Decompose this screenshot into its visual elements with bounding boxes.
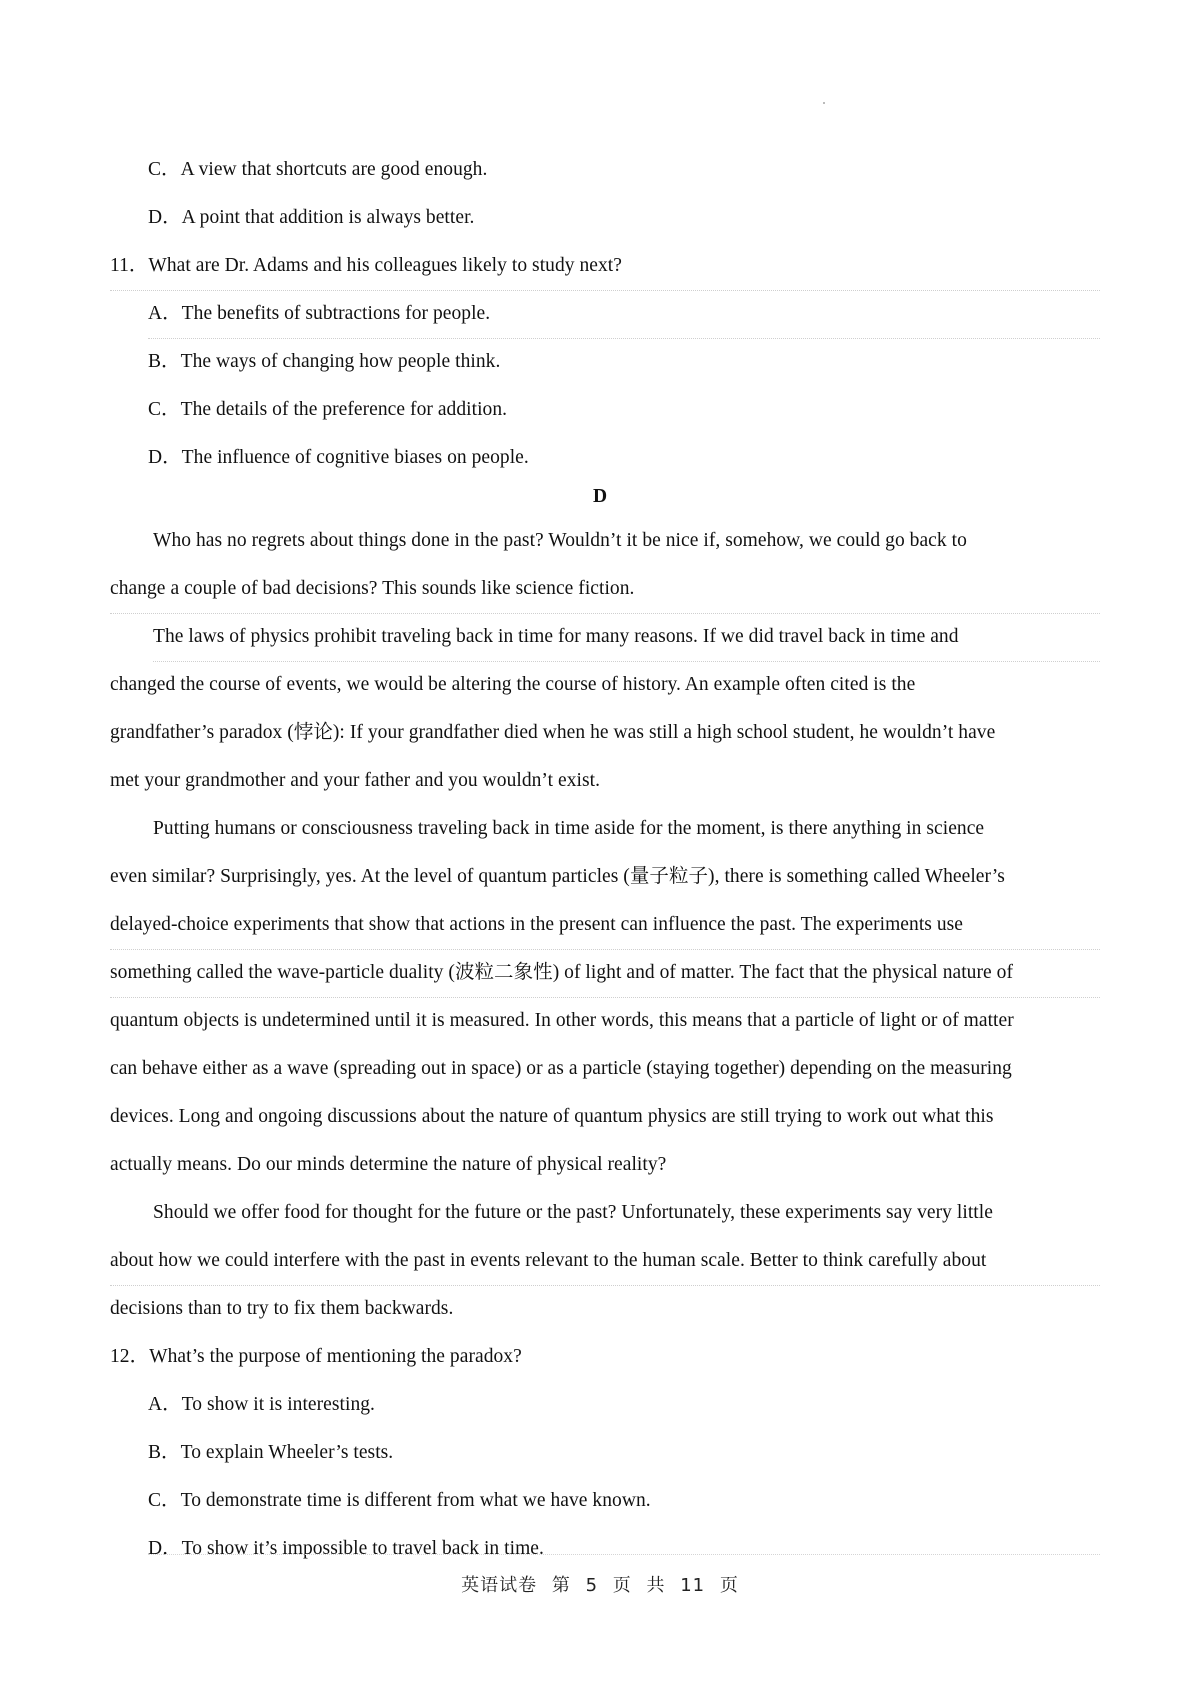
q12-option-c: C．To demonstrate time is different from what we have known. <box>148 1490 651 1511</box>
passage-line: devices. Long and ongoing discussions about the nature of quantum physics are still trying to work out what this <box>110 1106 994 1127</box>
q11-option-a: A．The benefits of subtractions for people. <box>148 290 1100 339</box>
q10-option-c: C．A view that shortcuts are good enough. <box>148 159 488 180</box>
q12-option-a: A．To show it is interesting. <box>148 1394 375 1415</box>
passage-line: Who has no regrets about things done in the past? Wouldn’t it be nice if, somehow, we could go back to <box>153 530 967 551</box>
q11-option-c: C．The details of the preference for addition. <box>148 399 508 420</box>
passage-line: about how we could interfere with the past in events relevant to the human scale. Better to think carefully about <box>110 1237 1100 1286</box>
section-heading: D <box>592 486 608 507</box>
q10-option-d: D．A point that addition is always better. <box>148 207 475 228</box>
passage-line: delayed-choice experiments that show that actions in the present can influence the past. The experiments use <box>110 901 1100 950</box>
passage-line: quantum objects is undetermined until it is measured. In other words, this means that a particle of light or of matter <box>110 1010 1014 1031</box>
q11-option-d: D．The influence of cognitive biases on people. <box>148 447 529 468</box>
passage-line: Putting humans or consciousness traveling back in time aside for the moment, is there anything in science <box>153 818 985 839</box>
passage-line: something called the wave-particle duality (波粒二象性) of light and of matter. The fact that the physical nature of <box>110 949 1100 998</box>
q12-option-b: B．To explain Wheeler’s tests. <box>148 1442 394 1463</box>
passage-line: actually means. Do our minds determine the nature of physical reality? <box>110 1154 667 1175</box>
scan-speck <box>823 102 825 104</box>
q12-stem: 12．What’s the purpose of mentioning the paradox? <box>110 1346 522 1367</box>
passage-line: Should we offer food for thought for the future or the past? Unfortunately, these experiments say very little <box>153 1202 993 1223</box>
q11-option-b: B．The ways of changing how people think. <box>148 351 501 372</box>
passage-line: even similar? Surprisingly, yes. At the level of quantum particles (量子粒子), there is something called Wheeler’s <box>110 866 1005 887</box>
page-footer: 英语试卷 第 5 页 共 11 页 <box>461 1575 739 1596</box>
passage-line: met your grandmother and your father and you wouldn’t exist. <box>110 770 601 791</box>
passage-line: change a couple of bad decisions? This sounds like science fiction. <box>110 565 1100 614</box>
passage-line: The laws of physics prohibit traveling back in time for many reasons. If we did travel back in time and <box>153 613 1100 662</box>
passage-line: decisions than to try to fix them backwards. <box>110 1298 454 1319</box>
q11-stem: 11．What are Dr. Adams and his colleagues likely to study next? <box>110 242 1100 291</box>
passage-line: can behave either as a wave (spreading out in space) or as a particle (staying together) depending on the measuring <box>110 1058 1012 1079</box>
passage-line: changed the course of events, we would be altering the course of history. An example often cited is the <box>110 674 916 695</box>
divider <box>148 1554 1100 1555</box>
q12-option-d: D．To show it’s impossible to travel back in time. <box>148 1538 544 1559</box>
passage-line: grandfather’s paradox (悖论): If your grandfather died when he was still a high school student, he wouldn’t have <box>110 722 996 743</box>
